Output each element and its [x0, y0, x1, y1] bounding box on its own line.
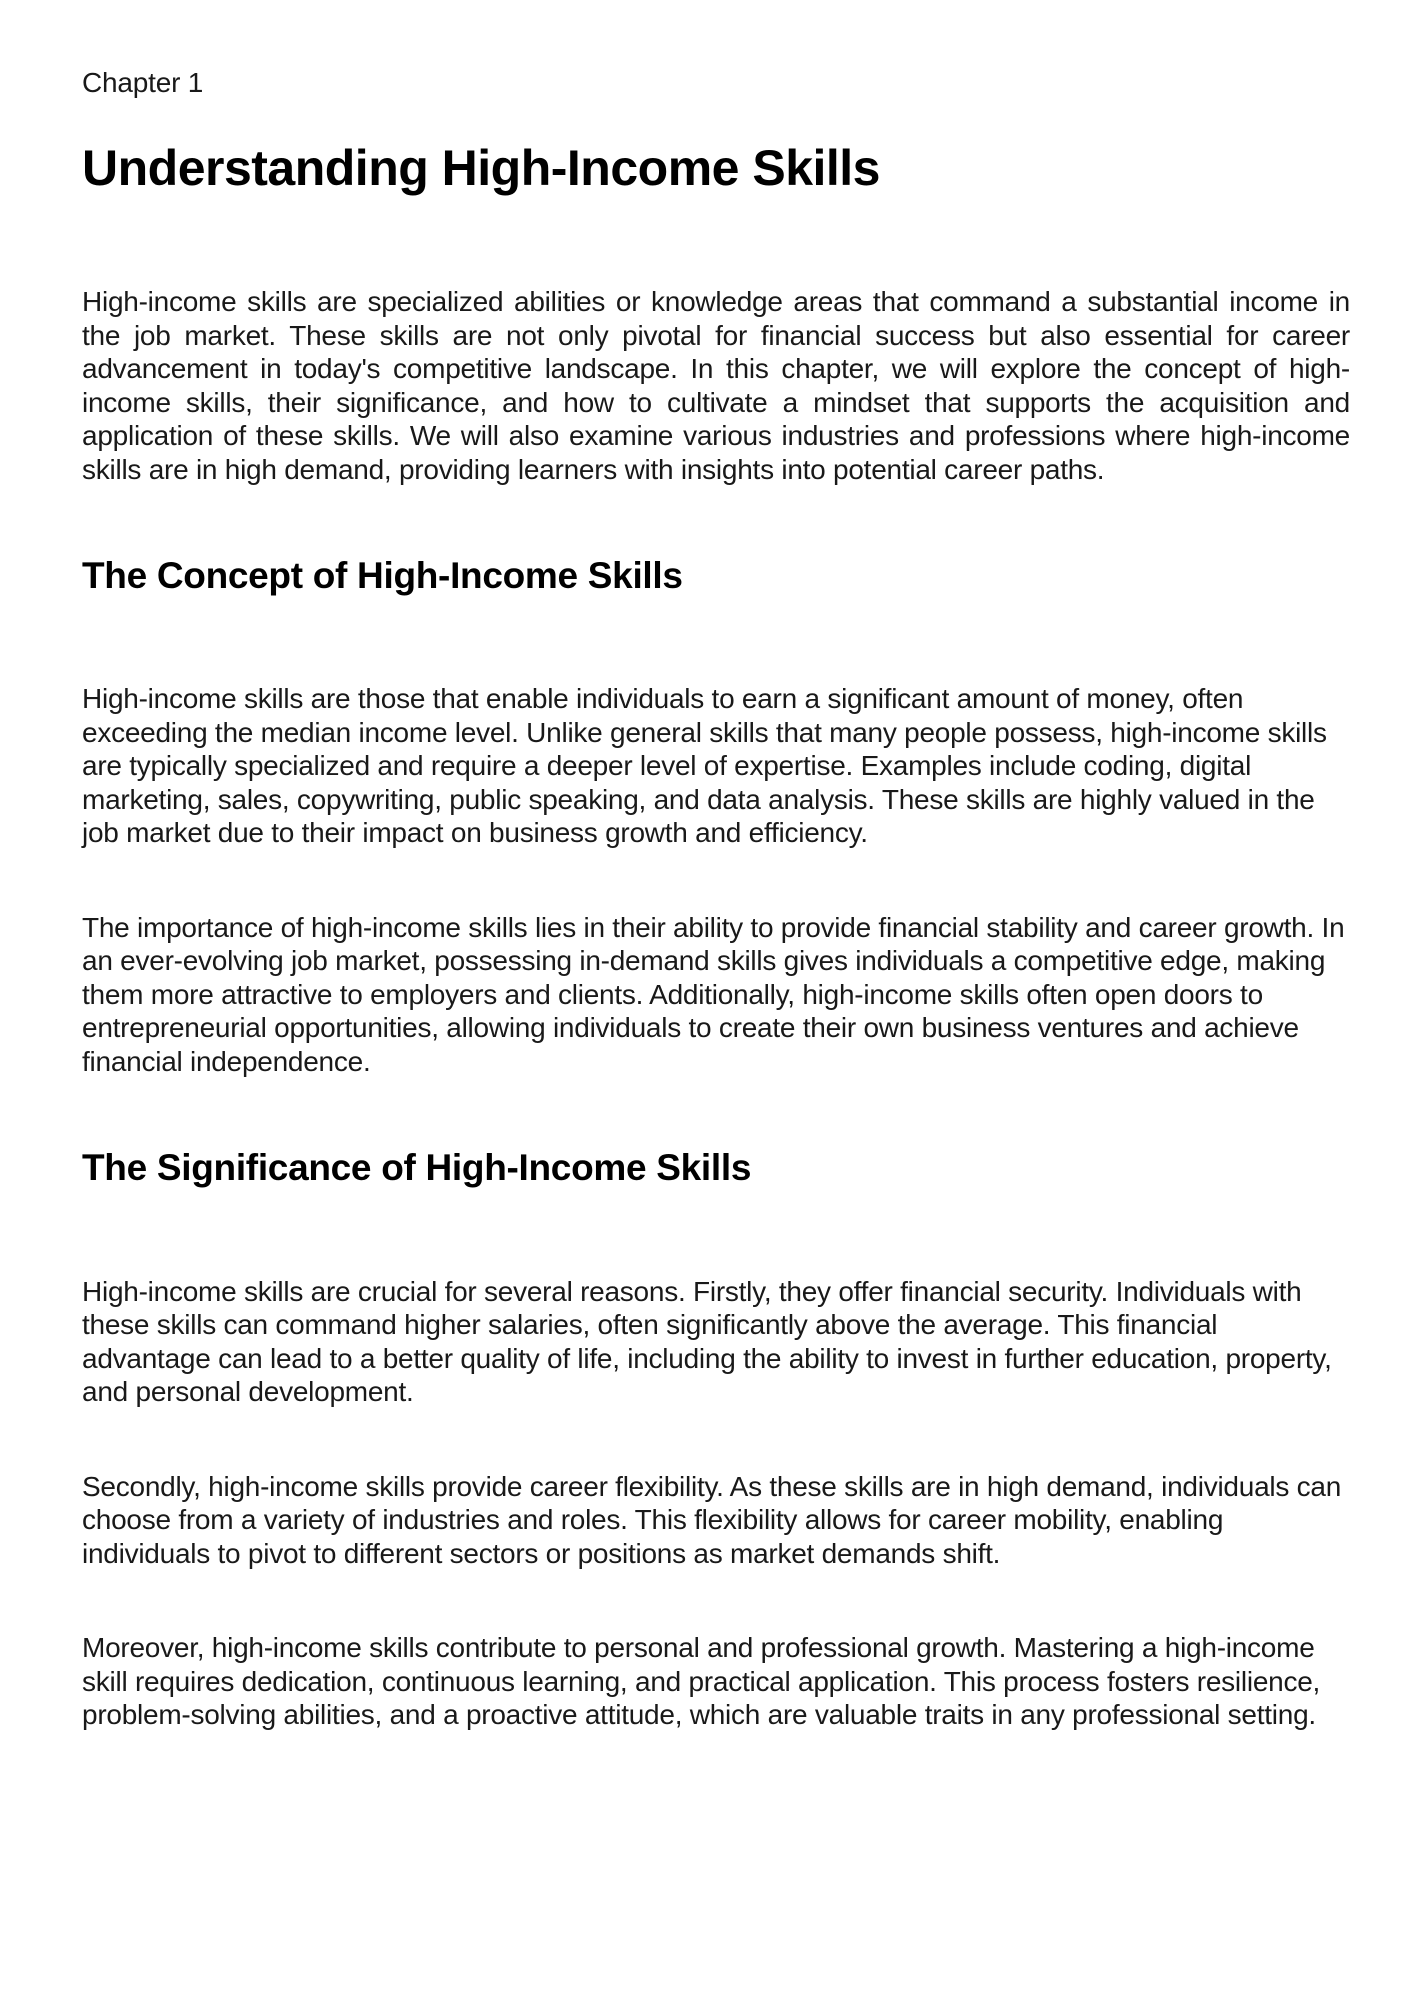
paragraph: High-income skills are those that enable individuals to earn a significant amount of money, often exceeding the median income level. Unlike general skills that many people possess, high-income skills are typically specialized and require a deeper level of expertise. Examples include coding, digital marketing, sales, copywriting, public speaking, and data analysis. These skills are highly valued in the job market due to their impact on business growth and efficiency. — [82, 683, 1327, 849]
paragraph: The importance of high-income skills lies in their ability to provide financial stability and career growth. In an ever-evolving job market, possessing in-demand skills gives individuals a competitive edge, making them more attractive to employers and clients. Additionally, high-income skills often open doors to entrepreneurial opportunities, allowing individuals to create their own business ventures and achieve financial independence. — [82, 911, 1345, 1077]
page-title: Understanding High-Income Skills — [82, 139, 880, 196]
chapter-label: Chapter 1 — [82, 67, 204, 98]
paragraph: Secondly, high-income skills provide career flexibility. As these skills are in high demand, individuals can choose from a variety of industries and roles. This flexibility allows for career mobility, enabling individuals to pivot to different sectors or positions as market demands shift. — [82, 1470, 1342, 1569]
paragraph: High-income skills are crucial for several reasons. Firstly, they offer financial security. Individuals with these skills can command higher salaries, often significantly above the average. This financial advantage can lead to a better quality of life, including the ability to invest in further education, property, and personal development. — [82, 1275, 1332, 1408]
section-heading-significance: The Significance of High-Income Skills — [82, 1147, 752, 1189]
section-heading-concept: The Concept of High-Income Skills — [82, 555, 683, 597]
intro-paragraph: High-income skills are specialized abilities or knowledge areas that command a substantial income in the job market. These skills are not only pivotal for financial success but also essential for career advancement in today's competitive landscape. In this chapter, we will explore the concept of high-income skills, their significance, and how to cultivate a mindset that supports the acquisition and application of these skills. We will also examine various industries and professions where high-income skills are in high demand, providing learners with insights into potential career paths. — [82, 286, 1350, 485]
paragraph: Moreover, high-income skills contribute to personal and professional growth. Mastering a high-income skill requires dedication, continuous learning, and practical application. This process fosters resilience, problem-solving abilities, and a proactive attitude, which are valuable traits in any professional setting. — [82, 1632, 1321, 1731]
